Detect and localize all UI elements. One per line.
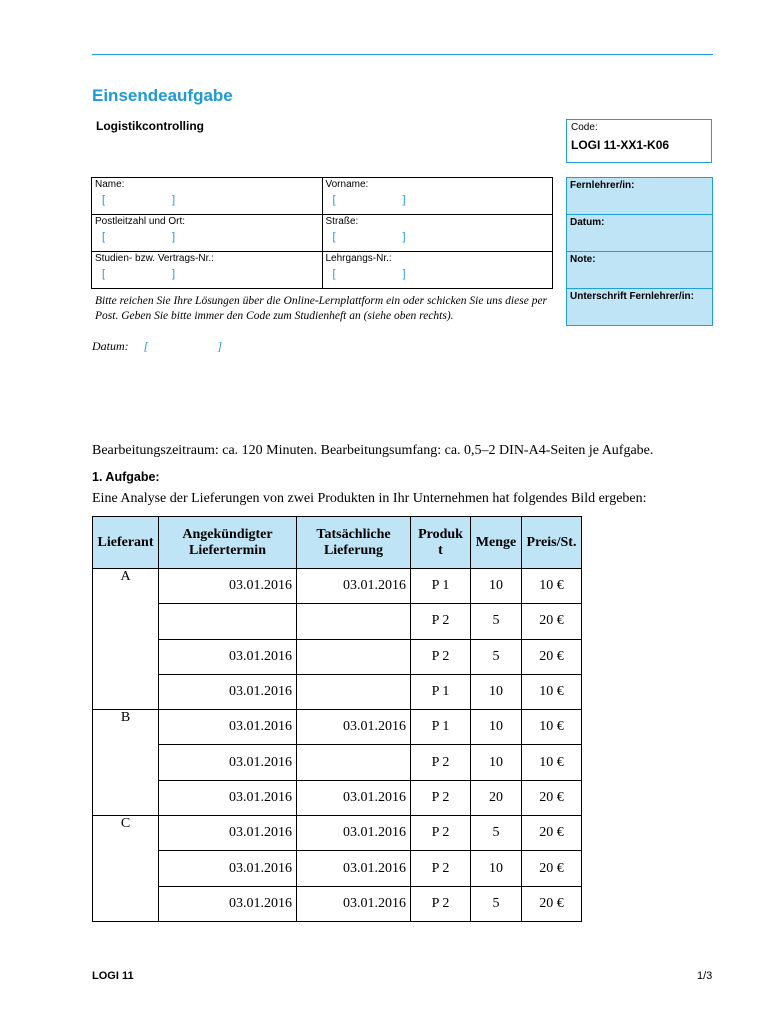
cell-price: 10 € (522, 569, 582, 604)
teacher-datum-field: Datum: (567, 215, 713, 252)
cell-actual (297, 674, 411, 709)
cell-price: 20 € (522, 816, 582, 851)
code-label: Code: (571, 122, 598, 133)
cell-actual: 03.01.2016 (297, 710, 411, 745)
vorname-field[interactable] (322, 178, 553, 215)
cell-price: 20 € (522, 639, 582, 674)
cell-actual: 03.01.2016 (297, 851, 411, 886)
header-rule (92, 54, 713, 55)
table-row (93, 569, 582, 604)
header-angekuendigt: Angekündigter Liefertermin (159, 517, 297, 569)
plz-bracket-open: [ (102, 231, 106, 243)
lehrgang-bracket-close: ] (402, 268, 406, 280)
studien-label: Studien- bzw. Vertrags-Nr.: (95, 253, 214, 264)
studien-bracket-open: [ (102, 268, 106, 280)
table-row (93, 604, 582, 639)
cell-announced: 03.01.2016 (159, 816, 297, 851)
cell-actual: 03.01.2016 (297, 886, 411, 921)
code-value: LOGI 11-XX1-K06 (571, 138, 670, 152)
cell-price: 20 € (522, 886, 582, 921)
supplier-cell: B (93, 710, 159, 816)
cell-price: 20 € (522, 604, 582, 639)
table-row (93, 745, 582, 780)
table-row (93, 886, 582, 921)
unterschrift-field: Unterschrift Fernlehrer/in: (567, 289, 713, 326)
cell-price: 20 € (522, 851, 582, 886)
cell-quantity: 10 (471, 710, 522, 745)
cell-product: P 1 (411, 569, 471, 604)
teacher-box (566, 177, 713, 326)
cell-quantity: 5 (471, 816, 522, 851)
page-title: Einsendeaufgabe (92, 86, 233, 105)
instructions-text: Bitte reichen Sie Ihre Lösungen über die Online-Lernplattform ein oder schicken Sie uns diese per Post. Geben Sie bitte immer den Code zum Studienheft an (siehe oben rechts). (95, 295, 548, 322)
cell-actual (297, 639, 411, 674)
plz-bracket-close: ] (172, 231, 176, 243)
cell-announced: 03.01.2016 (159, 569, 297, 604)
table-row (93, 816, 582, 851)
header-preis: Preis/St. (522, 517, 582, 569)
cell-quantity: 20 (471, 780, 522, 815)
task-text: Eine Analyse der Lieferungen von zwei Produkten in Ihr Unternehmen hat folgendes Bild ergeben: (92, 491, 647, 506)
table-row (93, 639, 582, 674)
cell-product: P 1 (411, 674, 471, 709)
header-tatsaechlich: Tatsächliche Lieferung (297, 517, 411, 569)
cell-announced: 03.01.2016 (159, 745, 297, 780)
cell-product: P 2 (411, 780, 471, 815)
cell-product: P 2 (411, 851, 471, 886)
plz-field[interactable] (92, 215, 323, 252)
studien-field[interactable] (92, 252, 323, 289)
cell-price: 20 € (522, 780, 582, 815)
name-bracket-open: [ (102, 194, 106, 206)
cell-announced: 03.01.2016 (159, 886, 297, 921)
code-box (566, 119, 712, 163)
cell-announced: 03.01.2016 (159, 851, 297, 886)
name-field[interactable] (92, 178, 323, 215)
lehrgang-label: Lehrgangs-Nr.: (325, 253, 392, 264)
header-produkt: Produk t (411, 517, 471, 569)
cell-announced: 03.01.2016 (159, 780, 297, 815)
cell-price: 10 € (522, 745, 582, 780)
strasse-bracket-close: ] (402, 231, 406, 243)
cell-quantity: 5 (471, 604, 522, 639)
table-header-row (93, 517, 582, 569)
vorname-bracket-open: [ (332, 194, 336, 206)
cell-announced: 03.01.2016 (159, 674, 297, 709)
cell-actual (297, 745, 411, 780)
strasse-bracket-open: [ (332, 231, 336, 243)
student-form (91, 177, 553, 289)
table-row (93, 851, 582, 886)
cell-price: 10 € (522, 710, 582, 745)
vorname-bracket-close: ] (402, 194, 406, 206)
cell-product: P 2 (411, 745, 471, 780)
cell-actual: 03.01.2016 (297, 816, 411, 851)
table-row (93, 674, 582, 709)
task-title: 1. Aufgabe: (92, 470, 160, 484)
cell-quantity: 5 (471, 639, 522, 674)
delivery-table (92, 516, 582, 922)
datum-row (92, 339, 222, 354)
supplier-cell: A (93, 569, 159, 710)
studien-bracket-close: ] (172, 268, 176, 280)
cell-quantity: 10 (471, 674, 522, 709)
table-row (93, 710, 582, 745)
cell-announced (159, 604, 297, 639)
datum-bracket-close: ] (217, 339, 223, 353)
header-menge: Menge (471, 517, 522, 569)
cell-product: P 2 (411, 816, 471, 851)
cell-price: 10 € (522, 674, 582, 709)
page-number: 1/3 (697, 970, 713, 982)
name-label: Name: (95, 179, 125, 190)
name-bracket-close: ] (172, 194, 176, 206)
cell-actual (297, 604, 411, 639)
datum-label: Datum: (92, 339, 129, 353)
table-row (93, 780, 582, 815)
vorname-label: Vorname: (325, 179, 369, 190)
cell-actual: 03.01.2016 (297, 569, 411, 604)
cell-announced: 03.01.2016 (159, 639, 297, 674)
cell-product: P 2 (411, 604, 471, 639)
header-lieferant: Lieferant (93, 517, 159, 569)
supplier-cell: C (93, 816, 159, 922)
cell-actual: 03.01.2016 (297, 780, 411, 815)
lehrgang-field[interactable] (322, 252, 553, 289)
cell-product: P 1 (411, 710, 471, 745)
plz-label: Postleitzahl und Ort: (95, 216, 186, 227)
cell-quantity: 10 (471, 851, 522, 886)
cell-product: P 2 (411, 639, 471, 674)
footer-left: LOGI 11 (92, 970, 134, 982)
cell-quantity: 5 (471, 886, 522, 921)
strasse-field[interactable] (322, 215, 553, 252)
note-field: Note: (567, 252, 713, 289)
intro-text: Bearbeitungszeitraum: ca. 120 Minuten. Bearbeitungsumfang: ca. 0,5–2 DIN-A4-Seiten je Aufgabe. (92, 443, 654, 458)
cell-quantity: 10 (471, 745, 522, 780)
datum-bracket-open[interactable]: [ (143, 339, 149, 353)
cell-quantity: 10 (471, 569, 522, 604)
fernlehrer-field: Fernlehrer/in: (567, 178, 713, 215)
cell-product: P 2 (411, 886, 471, 921)
subject-title: Logistikcontrolling (96, 119, 204, 133)
strasse-label: Straße: (325, 216, 359, 227)
lehrgang-bracket-open: [ (332, 268, 336, 280)
cell-announced: 03.01.2016 (159, 710, 297, 745)
